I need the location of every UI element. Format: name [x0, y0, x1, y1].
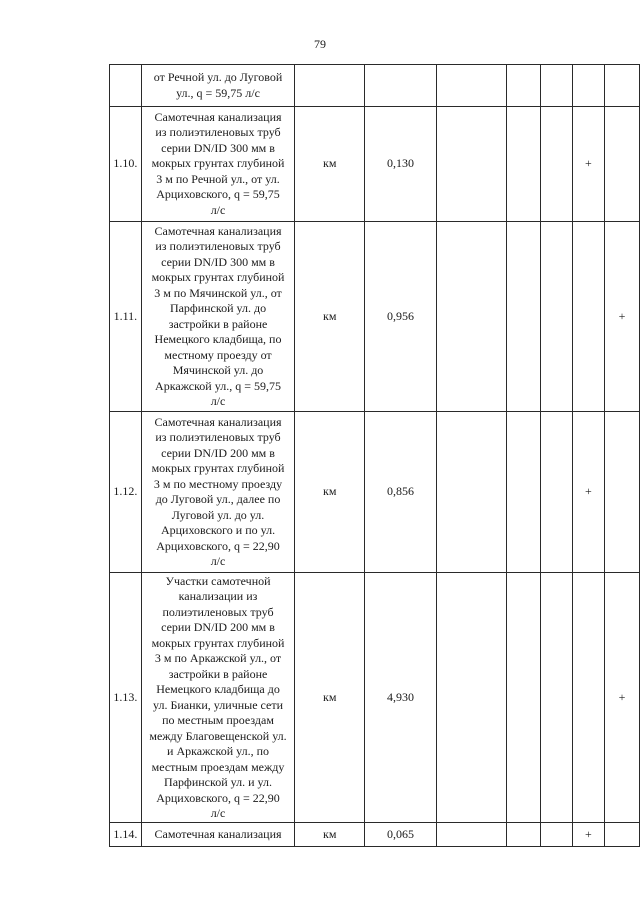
description-text: Самотечная канализация — [154, 826, 282, 841]
plus-mark-cell — [604, 107, 639, 222]
row-value — [365, 65, 436, 107]
plus-mark-cell — [604, 412, 639, 573]
table-row — [110, 573, 640, 823]
row-unit: км — [295, 107, 365, 222]
table-row — [110, 823, 640, 847]
table-row — [110, 412, 640, 573]
empty-cell — [436, 222, 506, 412]
plus-mark-cell — [572, 65, 604, 107]
row-unit: км — [295, 412, 365, 573]
empty-cell — [540, 573, 572, 823]
row-number: 1.10. — [110, 107, 142, 222]
works-table — [109, 64, 640, 847]
empty-cell — [540, 823, 572, 847]
row-description — [141, 107, 295, 222]
description-text: Самотечная канализация из полиэтиленовых труб серии DN/ID 300 мм в мокрых грунтах глубиной 3 м по Мячинской ул., от Парфинской ул. до застройки в районе Немецкого кладбища, по местному проезду от Мячинской ул. до Аркажской ул., q = 59,75 л/с — [151, 223, 285, 408]
row-number — [110, 65, 142, 107]
empty-cell — [436, 823, 506, 847]
row-value: 0,065 — [365, 823, 436, 847]
empty-cell — [507, 573, 541, 823]
description-text: Самотечная канализация из полиэтиленовых труб серии DN/ID 300 мм в мокрых грунтах глубиной 3 м по Речной ул., от ул. Арциховского, q = 59,75 л/с — [151, 109, 285, 217]
empty-cell — [436, 107, 506, 222]
row-number: 1.11. — [110, 222, 142, 412]
description-text: Самотечная канализация из полиэтиленовых труб серии DN/ID 200 мм в мокрых грунтах глубиной 3 м по местному проезду до Луговой ул., далее по Луговой ул. до ул. Арциховского и по ул. Арциховского, q = 22,90 л/с — [151, 414, 285, 568]
empty-cell — [507, 107, 541, 222]
table-row — [110, 107, 640, 222]
plus-mark-cell: + — [604, 222, 639, 412]
plus-mark-cell — [572, 573, 604, 823]
row-description — [141, 412, 295, 573]
empty-cell — [436, 573, 506, 823]
row-value: 0,956 — [365, 222, 436, 412]
plus-mark-cell: + — [572, 823, 604, 847]
row-number: 1.13. — [110, 573, 142, 823]
empty-cell — [436, 65, 506, 107]
row-unit — [295, 65, 365, 107]
page-number: 79 — [314, 37, 326, 51]
row-unit: км — [295, 573, 365, 823]
row-description — [141, 823, 295, 847]
plus-mark-cell: + — [572, 412, 604, 573]
plus-mark-cell: + — [604, 573, 639, 823]
row-value: 0,856 — [365, 412, 436, 573]
plus-mark-cell: + — [572, 107, 604, 222]
row-number: 1.12. — [110, 412, 142, 573]
empty-cell — [540, 412, 572, 573]
table-row — [110, 222, 640, 412]
row-description — [141, 222, 295, 412]
description-text: Участки самотечной канализации из полиэтиленовых труб серии DN/ID 200 мм в мокрых грунтах глубиной 3 м по Аркажской ул., от застройки в районе Немецкого кладбища до ул. Бианки, уличные сети по местным проездам между Благовещенской ул. и Аркажской ул., по местным проездам между Парфинской ул. и ул. Арциховского, q = 22,90 л/с — [149, 573, 287, 820]
empty-cell — [436, 412, 506, 573]
empty-cell — [540, 107, 572, 222]
row-value: 0,130 — [365, 107, 436, 222]
row-number: 1.14. — [110, 823, 142, 847]
row-description — [141, 573, 295, 823]
plus-mark-cell — [604, 823, 639, 847]
row-unit: км — [295, 222, 365, 412]
empty-cell — [507, 65, 541, 107]
table-row — [110, 65, 640, 107]
empty-cell — [507, 412, 541, 573]
plus-mark-cell — [604, 65, 639, 107]
empty-cell — [540, 65, 572, 107]
empty-cell — [507, 823, 541, 847]
empty-cell — [507, 222, 541, 412]
row-unit: км — [295, 823, 365, 847]
row-description — [141, 65, 295, 107]
plus-mark-cell — [572, 222, 604, 412]
row-value: 4,930 — [365, 573, 436, 823]
description-text: от Речной ул. до Луговой ул., q = 59,75 л/с — [153, 70, 283, 100]
empty-cell — [540, 222, 572, 412]
